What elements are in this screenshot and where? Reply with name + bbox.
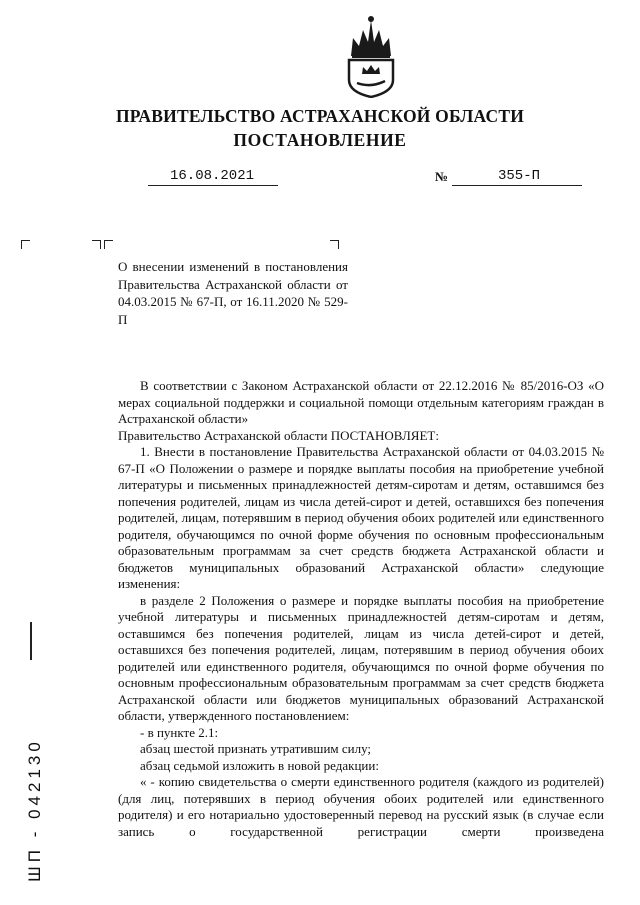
paragraph-section-2: в разделе 2 Положения о размере и порядке выплаты пособия на приобретение учебной литературы и письменных принадлежностей детям-сиротам и детям, оставшимся без попечения родителей, лицам из числа детей-сирот и детей, оставшихся без попечения родителей, лицам, потерявшим в период обучения обоих родителей или единственного родителя, обучающимся по очной форме обучения по основным профессиональным образовательным программам за счет средств бюджета Астраханской области или бюджетов муниципальных образований Астраханской области, утвержденного постановлением:	[118, 592, 604, 723]
serial-number	[6, 720, 64, 900]
document-type: ПОСТАНОВЛЕНИЕ	[233, 130, 407, 150]
paragraph-preamble: В соответствии с Законом Астраханской области от 22.12.2016 № 85/2016-ОЗ «О мерах социальной поддержки и социальной помощи отдельным категориям граждан в Астраханской области»	[118, 378, 604, 426]
document-subject: О внесении изменений в постановления Правительства Астраханской области от 04.03.2015 № 67-П, от 16.11.2020 № 529-П	[118, 259, 348, 327]
date-underline	[148, 185, 278, 186]
government-title: ПРАВИТЕЛЬСТВО АСТРАХАНСКОЙ ОБЛАСТИ	[115, 106, 525, 126]
corner-mark-right	[330, 240, 339, 249]
paragraph-new-text: « - копию свидетельства о смерти единственного родителя (каждого из родителей) (для лиц, потерявших в период обучения обоих родителей или единственного родителя) и его нотариально удостоверенный перевод на русский язык (в случае если запись о государственной регистрации смерти произведена	[118, 774, 604, 839]
corner-mark-left	[21, 240, 30, 249]
paragraph-sixth: абзац шестой признать утратившим силу;	[140, 741, 372, 756]
margin-mark	[30, 622, 32, 660]
paragraph-resolution: Правительство Астраханской области ПОСТАНОВЛЯЕТ:	[118, 427, 439, 443]
document-date: 16.08.2021	[169, 168, 254, 184]
coat-of-arms-emblem	[343, 12, 399, 98]
paragraph-seventh: абзац седьмой изложить в новой редакции:	[140, 757, 379, 773]
corner-mark-mid-left	[92, 240, 101, 249]
document-number: 355-П	[497, 168, 540, 184]
paragraph-point-2-1: - в пункте 2.1:	[140, 724, 219, 740]
paragraph-item-1: 1. Внести в постановление Правительства Астраханской области от 04.03.2015 № 67-П «О Положении о размере и порядке выплаты пособия на приобретение учебной литературы и письменных принадлежностей детям-сиротам и детям, оставшимся без попечения родителей, лицам из числа детей-сирот и детей, оставшихся без попечения родителей, лицам, потерявшим в период обучения обоих родителей или единственного родителя, обучающимся по очной форме обучения по основным профессиональным образовательным программам за счет средств бюджета Астраханской области и бюджетов муниципальных образований Астраханской области» следующие изменения:	[118, 444, 604, 591]
number-label: №	[435, 169, 449, 184]
document-body	[118, 378, 604, 840]
serial-number-text: ШП - 042130	[25, 738, 44, 882]
corner-mark-mid-right	[104, 240, 113, 249]
number-underline	[452, 185, 582, 186]
